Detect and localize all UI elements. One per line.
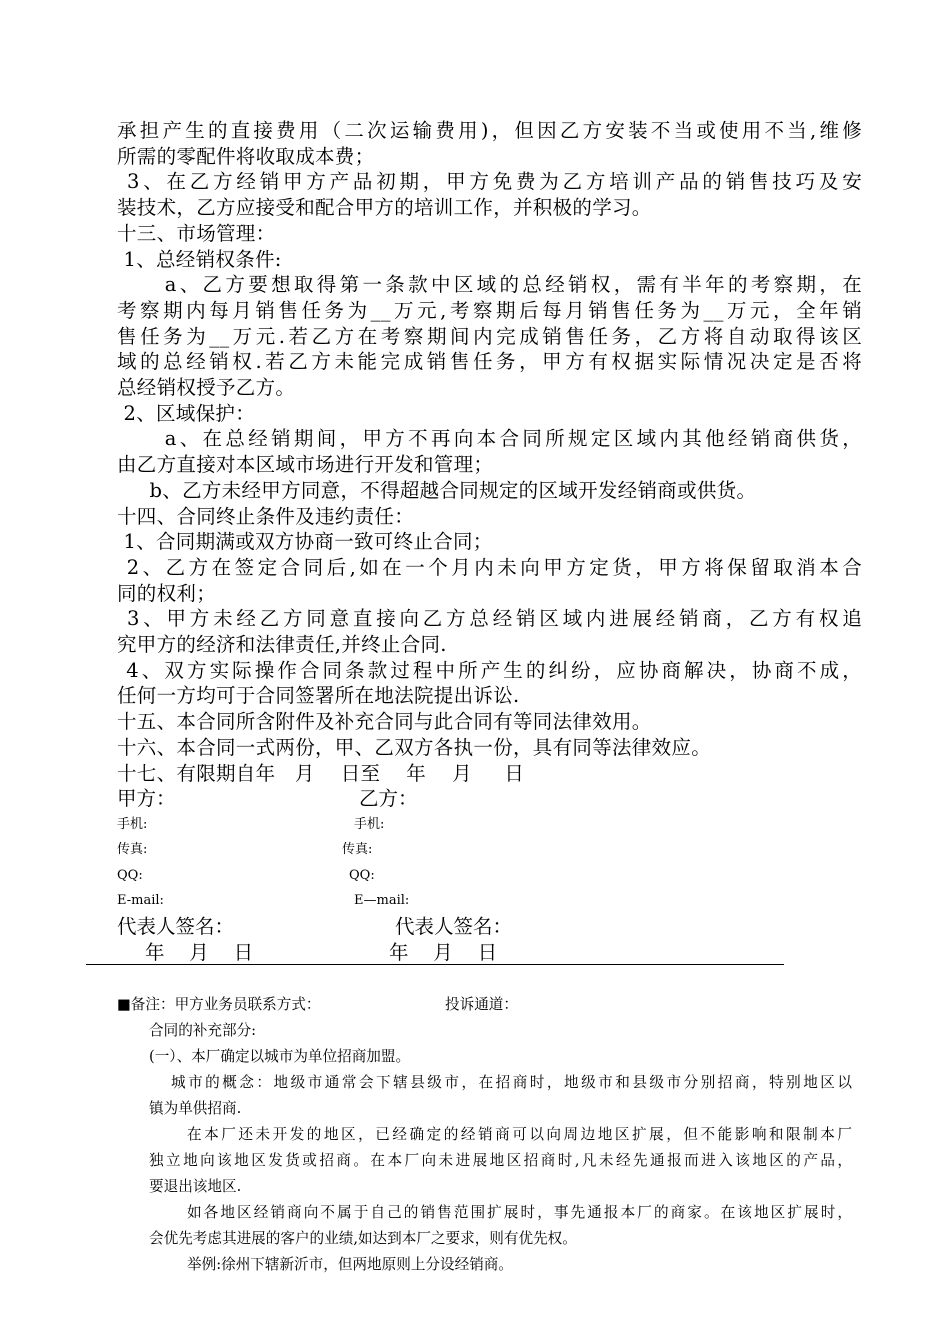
note-line: 会优先考虑其进展的客户的业绩,如达到本厂之要求，则有优先权。 [149,1230,577,1247]
clause-line: a、乙方要想取得第一条款中区域的总经销权，需有半年的考察期，在 [117,273,862,297]
party-b-label: 乙方： [359,787,418,811]
supplement-heading: 合同的补充部分: [149,1022,257,1039]
section-heading-13: 十三、市场管理： [117,221,276,245]
clause-line: 究甲方的经济和法律责任,并终止合同. [117,633,447,657]
supplement-notes [117,992,852,1278]
clause-line: a、在总经销期间，甲方不再向本合同所规定区域内其他经销商供货， [117,427,862,451]
contract-body [117,118,862,965]
clause-line: 3、甲方未经乙方同意直接向乙方总经销区域内进展经销商，乙方有权追 [117,607,862,631]
section-heading-14: 十四、合同终止条件及违约责任： [117,504,415,528]
note-line: 如各地区经销商向不属于自己的销售范围扩展时，事先通报本厂的商家。在该地区扩展时， [187,1204,852,1221]
email-b-label: E—mail: [354,893,410,909]
note-line: 举例:徐州下辖新沂市，但两地原则上分设经销商。 [187,1256,513,1273]
party-a-label: 甲方： [117,787,176,811]
date-a: 年 月 日 [145,940,254,964]
rep-b-label: 代表人签名： [395,914,513,938]
clause-line: 考察期内每月销售任务为__万元,考察期后每月销售任务为__万元，全年销 [117,298,862,322]
clause-line: b、乙方未经甲方同意，不得超越合同规定的区域开发经销商或供货。 [117,478,757,502]
clause-line: 1、合同期满或双方协商一致可终止合同； [117,530,493,554]
mobile-a-label: 手机: [117,816,148,832]
remark-label: ■备注：甲方业务员联系方式： [117,996,321,1013]
supplement-item-1: (一）、本厂确定以城市为单位招商加盟。 [149,1048,411,1065]
clause-line: 1、总经销权条件: [117,247,282,271]
clause-line: 2、区域保护： [117,401,256,425]
note-line: 镇为单供招商. [149,1100,242,1117]
clause-line: 任何一方均可于合同签署所在地法院提出诉讼. [117,684,520,708]
note-line: 要退出该地区. [149,1178,242,1195]
fax-row [117,837,862,863]
clause-line: 所需的零配件将收取成本费； [117,144,375,168]
clause-line: 装技术，乙方应接受和配合甲方的培训工作，并积极的学习。 [117,196,652,220]
note-line: 在本厂还未开发的地区，已经确定的经销商可以向周边地区扩展，但不能影响和限制本厂 [187,1126,852,1143]
clause-line: 售任务为__万元.若乙方在考察期间内完成销售任务，乙方将自动取得该区 [117,324,862,348]
clause-line: 2、乙方在签定合同后,如在一个月内未向甲方定货，甲方将保留取消本合 [117,555,862,579]
clause-line: 域的总经销权.若乙方未能完成销售任务，甲方有权据实际情况决定是否将 [117,350,862,374]
party-row [117,786,862,812]
representative-row [117,914,862,940]
clause-line: 由乙方直接对本区域市场进行开发和管理； [117,453,494,477]
rep-a-label: 代表人签名： [117,914,235,938]
clause-line: 同的权利； [117,581,217,605]
clause-line: 4、双方实际操作合同条款过程中所产生的纠纷，应协商解决，协商不成， [117,658,862,682]
note-line: 独立地向该地区发货或招商。在本厂向未进展地区招商时,凡未经先通报而进入该地区的产品， [149,1152,852,1169]
fax-a-label: 传真: [117,842,148,858]
clause-line: 承担产生的直接费用（二次运输费用)，但因乙方安装不当或使用不当,维修 [117,119,862,142]
section-heading-17: 十七、有限期自年 月 日至 年 月 日 [117,761,525,785]
qq-a-label: QQ: [117,867,143,883]
fax-b-label: 传真: [342,842,373,858]
mobile-row [117,812,862,838]
email-row [117,888,862,914]
section-heading-15: 十五、本合同所含附件及补充合同与此合同有等同法律效用。 [117,710,652,734]
email-a-label: E-mail: [117,893,164,909]
qq-row [117,863,862,889]
mobile-b-label: 手机: [354,816,385,832]
date-row [117,940,862,966]
date-b: 年 月 日 [389,940,498,964]
qq-b-label: QQ: [349,867,375,883]
section-heading-16: 十六、本合同一式两份，甲、乙双方各执一份，具有同等法律效应。 [117,735,712,759]
divider-line [86,964,784,965]
note-line: 城市的概念：地级市通常会下辖县级市，在招商时，地级市和县级市分别招商，特别地区以 [171,1074,852,1091]
complaint-label: 投诉通道： [445,996,518,1013]
remark-row [117,992,852,1018]
clause-line: 3、在乙方经销甲方产品初期，甲方免费为乙方培训产品的销售技巧及安 [117,170,862,194]
clause-line: 总经销权授予乙方。 [117,376,296,400]
